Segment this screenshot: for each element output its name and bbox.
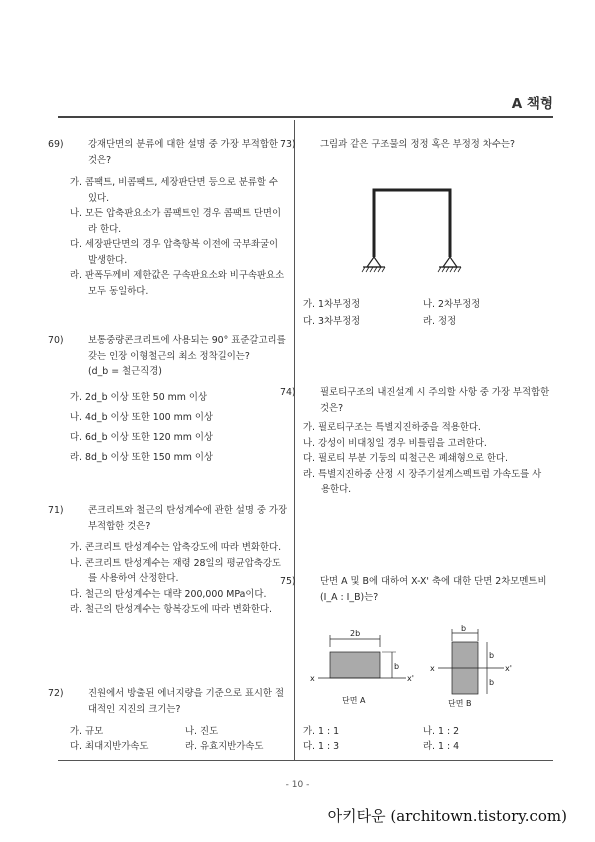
question-stem: 그림과 같은 구조물의 정정 혹은 부정정 차수는? (320, 139, 515, 150)
question-number: 75) (280, 576, 296, 587)
footer-watermark: 아키타운 (architown.tistory.com) (327, 807, 567, 825)
q69-options (70, 175, 288, 299)
option[interactable]: 가. 2d_b 이상 또한 50 mm 이상 (70, 392, 208, 403)
dim-2b-label: 2b (350, 629, 361, 638)
option[interactable]: 가. 규모 (70, 726, 104, 737)
option[interactable]: 가. 콤팩트, 비콤팩트, 세장판단면 등으로 분류할 수 있다. (70, 177, 278, 204)
q75-options (303, 724, 543, 754)
question-number: 73) (280, 139, 296, 150)
option[interactable]: 나. 모든 압축판요소가 콤팩트인 경우 콤팩트 단면이라 한다. (70, 208, 282, 235)
option[interactable]: 가. 1 : 1 (303, 726, 340, 737)
question-72 (48, 686, 290, 717)
question-note: (d_b = 철근직경) (88, 366, 162, 377)
footer-rule (58, 760, 553, 761)
x-axis-label: x (310, 674, 315, 683)
question-74 (280, 385, 550, 416)
option[interactable]: 라. 철근의 탄성계수는 항복강도에 따라 변화한다. (70, 604, 272, 615)
option[interactable]: 다. 6d_b 이상 또한 120 mm 이상 (70, 432, 213, 443)
question-70 (48, 333, 290, 380)
question-number: 74) (280, 387, 296, 398)
page-number: - 10 - (285, 780, 310, 790)
question-stem: 콘크리트와 철근의 탄성계수에 관한 설명 중 가장 부적합한 것은? (88, 505, 288, 532)
sections-figure (300, 625, 545, 715)
option[interactable]: 가. 필로티구조는 특별지진하중을 적용한다. (303, 422, 481, 433)
option[interactable]: 나. 강성이 비대칭일 경우 비틀림을 고려한다. (303, 437, 487, 449)
question-stem: 단면 A 및 B에 대하여 X-X' 축에 대한 단면 2차모멘트비(I_A : I_B)는? (320, 576, 547, 603)
option[interactable]: 가. 1차부정정 (303, 299, 361, 310)
question-69 (48, 137, 288, 168)
option[interactable]: 다. 철근의 탄성계수는 대략 200,000 MPa이다. (70, 588, 267, 600)
option[interactable]: 다. 최대지반가속도 (70, 741, 149, 752)
q73-options (303, 296, 543, 330)
question-73 (280, 137, 550, 153)
option[interactable]: 가. 콘크리트 탄성계수는 압축강도에 따라 변화한다. (70, 542, 282, 553)
question-stem: 보통중량콘크리트에 사용되는 90° 표준갈고리를 갖는 인장 이형철근의 최소 정착길이는? (88, 335, 286, 362)
option[interactable]: 라. 판폭두께비 제한값은 구속판요소와 비구속판요소 모두 동일하다. (70, 270, 285, 297)
q72-options (70, 724, 288, 754)
header-rule (58, 116, 553, 118)
q70-options (70, 388, 288, 468)
option[interactable]: 나. 콘크리트 탄성계수는 재령 28일의 평균압축강도를 사용하여 산정한다. (70, 557, 281, 584)
question-number: 72) (48, 688, 64, 699)
x-prime-axis-label: x' (407, 674, 414, 683)
question-stem: 필로티구조의 내진설계 시 주의할 사항 중 가장 부적합한 것은? (320, 387, 550, 414)
dim-b-label: b (489, 651, 495, 660)
column-divider (294, 120, 295, 760)
option[interactable]: 라. 특별지진하중 산정 시 장주기설계스펙트럼 가속도를 사용한다. (303, 468, 542, 495)
option[interactable]: 라. 정정 (423, 316, 457, 327)
dim-b-label: b (489, 678, 495, 687)
option[interactable]: 라. 유효지반가속도 (185, 741, 264, 752)
section-a-label: 단면 A (342, 696, 366, 705)
portal-frame-figure (360, 185, 470, 280)
question-number: 71) (48, 505, 64, 516)
option[interactable]: 라. 8d_b 이상 또한 150 mm 이상 (70, 452, 213, 463)
x-prime-axis-label: x' (505, 664, 512, 673)
question-number: 69) (48, 139, 64, 150)
option[interactable]: 다. 세장판단면의 경우 압축항복 이전에 국부좌굴이 발생한다. (70, 239, 279, 266)
question-75 (280, 574, 550, 605)
option[interactable]: 다. 필로티 부분 기둥의 띠철근은 폐쇄형으로 한다. (303, 453, 508, 464)
option[interactable]: 나. 2차부정정 (423, 299, 481, 310)
question-number: 70) (48, 335, 64, 346)
x-axis-label: x (430, 664, 435, 673)
option[interactable]: 나. 1 : 2 (423, 726, 460, 737)
dim-b-label: b (461, 625, 467, 633)
booklet-type: A 책형 (511, 96, 553, 112)
section-b-label: 단면 B (448, 699, 472, 708)
option[interactable]: 다. 1 : 3 (303, 741, 340, 752)
option[interactable]: 다. 3차부정정 (303, 316, 361, 327)
option[interactable]: 나. 진도 (185, 726, 219, 737)
option[interactable]: 나. 4d_b 이상 또한 100 mm 이상 (70, 412, 213, 423)
question-stem: 강재단면의 분류에 대한 설명 중 가장 부적합한 것은? (88, 139, 278, 166)
q71-options (70, 540, 288, 618)
dim-b-label: b (394, 662, 400, 671)
question-71 (48, 503, 288, 534)
question-stem: 진원에서 방출된 에너지량을 기준으로 표시한 절대적인 지진의 크기는? (88, 688, 285, 715)
q74-options (303, 420, 549, 498)
option[interactable]: 라. 1 : 4 (423, 741, 460, 752)
